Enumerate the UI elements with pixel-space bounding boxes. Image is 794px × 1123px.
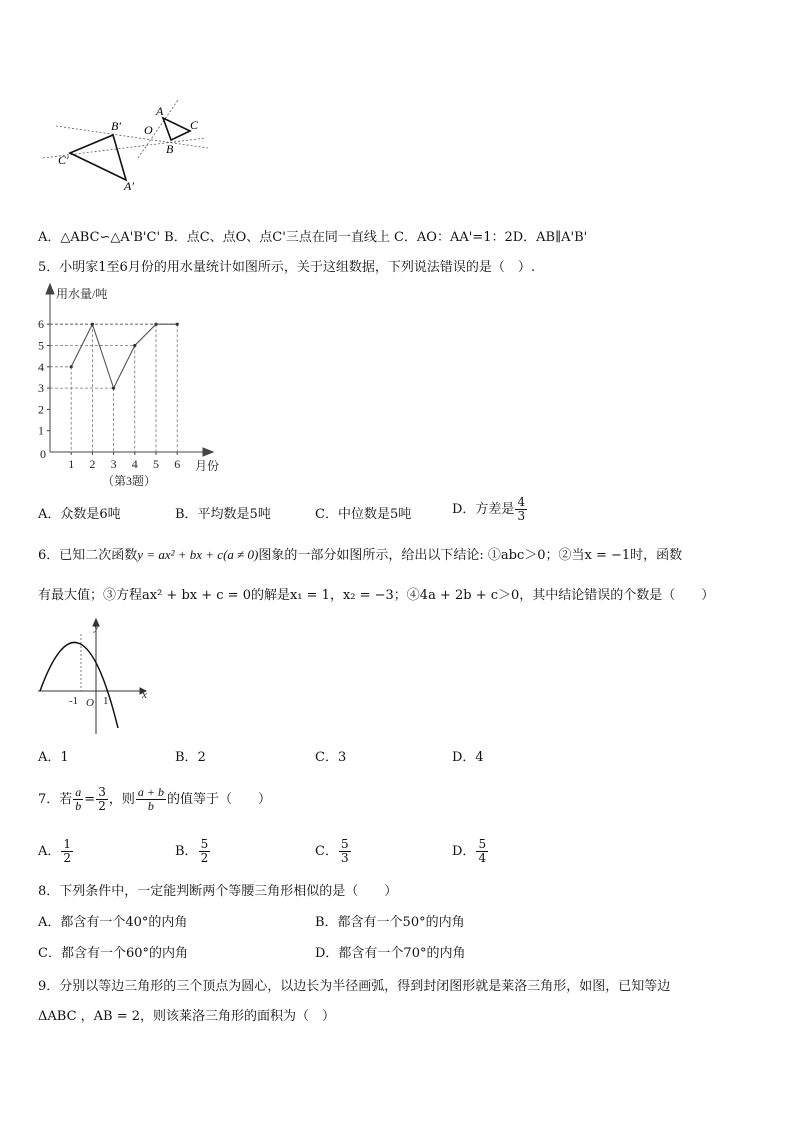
q7-prefix: 7．若 [38, 792, 73, 807]
q5-y-tick-label: 1 [38, 423, 44, 438]
q4-label-b-prime: B′ [111, 119, 121, 133]
q5-y-tick-label: 6 [38, 317, 44, 332]
q5-data-point-5 [154, 323, 157, 326]
q5-data-point-4 [133, 344, 136, 347]
q7-f1-num: a [75, 785, 82, 799]
q7-stem [38, 786, 271, 813]
q7-option-a [38, 838, 74, 865]
q7-option-d-den: 4 [478, 851, 487, 865]
q7-option-b-fraction [199, 838, 211, 865]
q5-x-tick-label: 1 [68, 457, 75, 471]
q7-option-b-den: 2 [200, 851, 209, 865]
q5-y-tick-label: 2 [38, 402, 44, 417]
q7-suffix: 的值等于（ ） [166, 792, 271, 807]
q7-option-d-num: 5 [478, 837, 487, 851]
q5-option-a: A．众数是6吨 [38, 507, 121, 522]
q5-option-b: B．平均数是5吨 [175, 507, 271, 522]
q5-option-d-prefix: D．方差是 [452, 502, 515, 517]
q6-stem-func: y = ax² + bx + c(a ≠ 0) [137, 547, 259, 562]
q6-stem-b: 图象的一部分如图所示，给出以下结论: ①abc＞0；②当x = −1时，函数 [258, 548, 683, 563]
q5-data-point-1 [70, 365, 73, 368]
q6-label-1: 1 [103, 695, 109, 707]
q8-option-b: B．都含有一个50°的内角 [315, 915, 465, 930]
q7-option-b-label: B． [175, 844, 198, 859]
q5-series-line [71, 324, 177, 388]
q7-f3-num: a + b [137, 785, 164, 799]
q5-caption: （第3题） [102, 474, 157, 488]
q5-y-tick-label: 4 [38, 359, 44, 374]
q4-label-b: B [166, 142, 174, 156]
q5-line-chart [30, 282, 240, 492]
q4-label-c: C [190, 118, 199, 132]
q6-parabola-curve [40, 642, 118, 728]
q5-y-tick-label: 3 [38, 381, 44, 396]
q7-option-c-fraction [339, 838, 351, 865]
q7-f2-num: 3 [98, 785, 106, 799]
q5-option-d-num: 4 [517, 495, 526, 509]
q9-line2: ΔABC ，AB = 2，则该莱洛三角形的面积为（ ） [38, 1009, 336, 1024]
q7-option-a-num: 1 [63, 837, 72, 851]
q4-label-a: A [156, 104, 164, 118]
q5-x-tick-label: 6 [174, 457, 181, 471]
q7-fraction-apb-b [136, 786, 166, 813]
q6-label-y: y [94, 621, 99, 633]
q6-label-neg1: -1 [69, 695, 79, 707]
q7-fraction-ab [73, 786, 83, 813]
q5-data-point-3 [112, 387, 115, 390]
q7-option-a-fraction [61, 838, 73, 865]
q4-figure [38, 98, 213, 198]
q7-eq: = [84, 792, 96, 807]
q5-x-tick-label: 4 [131, 457, 138, 471]
q7-mid: ，则 [108, 792, 135, 807]
q7-option-d [452, 838, 489, 865]
q5-x-tick-label: 2 [89, 457, 96, 471]
q7-option-b-num: 5 [200, 837, 209, 851]
q8-option-a: A．都含有一个40°的内角 [38, 915, 188, 930]
q5-xlabel: 月份 [195, 459, 220, 473]
q5-option-d-fraction [515, 496, 527, 523]
q8-stem: 8．下列条件中，一定能判断两个等腰三角形相似的是（ ） [38, 884, 398, 899]
q4-label-o: O [144, 123, 153, 137]
q7-f3-den: b [147, 799, 154, 813]
q5-data-point-2 [91, 323, 94, 326]
q4-label-a-prime: A′ [124, 179, 134, 193]
q7-f1-den: b [75, 799, 82, 813]
q6-option-b: B．2 [175, 750, 206, 765]
q6-option-c: C．3 [315, 750, 347, 765]
q6-label-x: x [142, 689, 147, 701]
q8-option-d: D．都含有一个70°的内角 [315, 946, 466, 961]
q5-y-tick-label: 5 [38, 338, 44, 353]
q5-x-arrow [203, 448, 213, 456]
q7-option-a-den: 2 [63, 851, 72, 865]
q5-ylabel: 用水量/吨 [56, 287, 108, 301]
q5-option-d [452, 496, 528, 523]
q6-parabola-figure [36, 616, 156, 736]
q9-line1: 9．分别以等边三角形的三个顶点为圆心，以边长为半径画弧，得到封闭图形就是莱洛三角形，如图，已知等边 [38, 979, 671, 994]
q6-stem-line1 [38, 546, 682, 565]
q4-label-c-prime: C′ [58, 153, 69, 167]
q7-option-b [175, 838, 211, 865]
q7-option-d-label: D． [452, 844, 476, 859]
q4-triangle-large [70, 135, 126, 180]
q8-option-c: C．都含有一个60°的内角 [38, 946, 188, 961]
q6-stem-line2: 有最大值；③方程ax² + bx + c = 0的解是x₁ = 1，x₂ = −3；④4a + 2b + c＞0，其中结论错误的个数是（ ） [38, 588, 715, 603]
q4-options: A．△ABC∽△A'B'C' B．点C、点O、点C'三点在同一直线上 C．AO：AA'=1：2D．AB∥A'B' [38, 230, 588, 245]
q6-option-d: D．4 [452, 750, 484, 765]
q5-x-tick-label: 3 [110, 457, 117, 471]
q5-option-d-den: 3 [517, 509, 526, 523]
q7-option-d-fraction [476, 838, 488, 865]
q7-option-c-num: 5 [340, 837, 349, 851]
q7-f2-den: 2 [98, 799, 106, 813]
q7-option-a-label: A． [38, 844, 61, 859]
q6-option-a: A．1 [38, 750, 69, 765]
q5-data-point-6 [176, 323, 179, 326]
q5-origin-label: 0 [40, 447, 46, 461]
q5-stem: 5．小明家1至6月份的用水量统计如图所示，关于这组数据，下列说法错误的是（ ）. [38, 260, 535, 275]
q7-option-c-den: 3 [340, 851, 349, 865]
q7-option-c [315, 838, 352, 865]
q6-stem-a: 6．已知二次函数 [38, 548, 138, 563]
q4-triangle-small [163, 118, 190, 140]
q7-option-c-label: C． [315, 844, 338, 859]
q5-y-arrow [46, 284, 54, 294]
q7-fraction-32 [96, 786, 108, 813]
q5-options [38, 496, 778, 534]
q5-option-c: C．中位数是5吨 [315, 507, 412, 522]
q5-x-tick-label: 5 [153, 457, 159, 471]
q6-label-o: O [86, 697, 94, 709]
